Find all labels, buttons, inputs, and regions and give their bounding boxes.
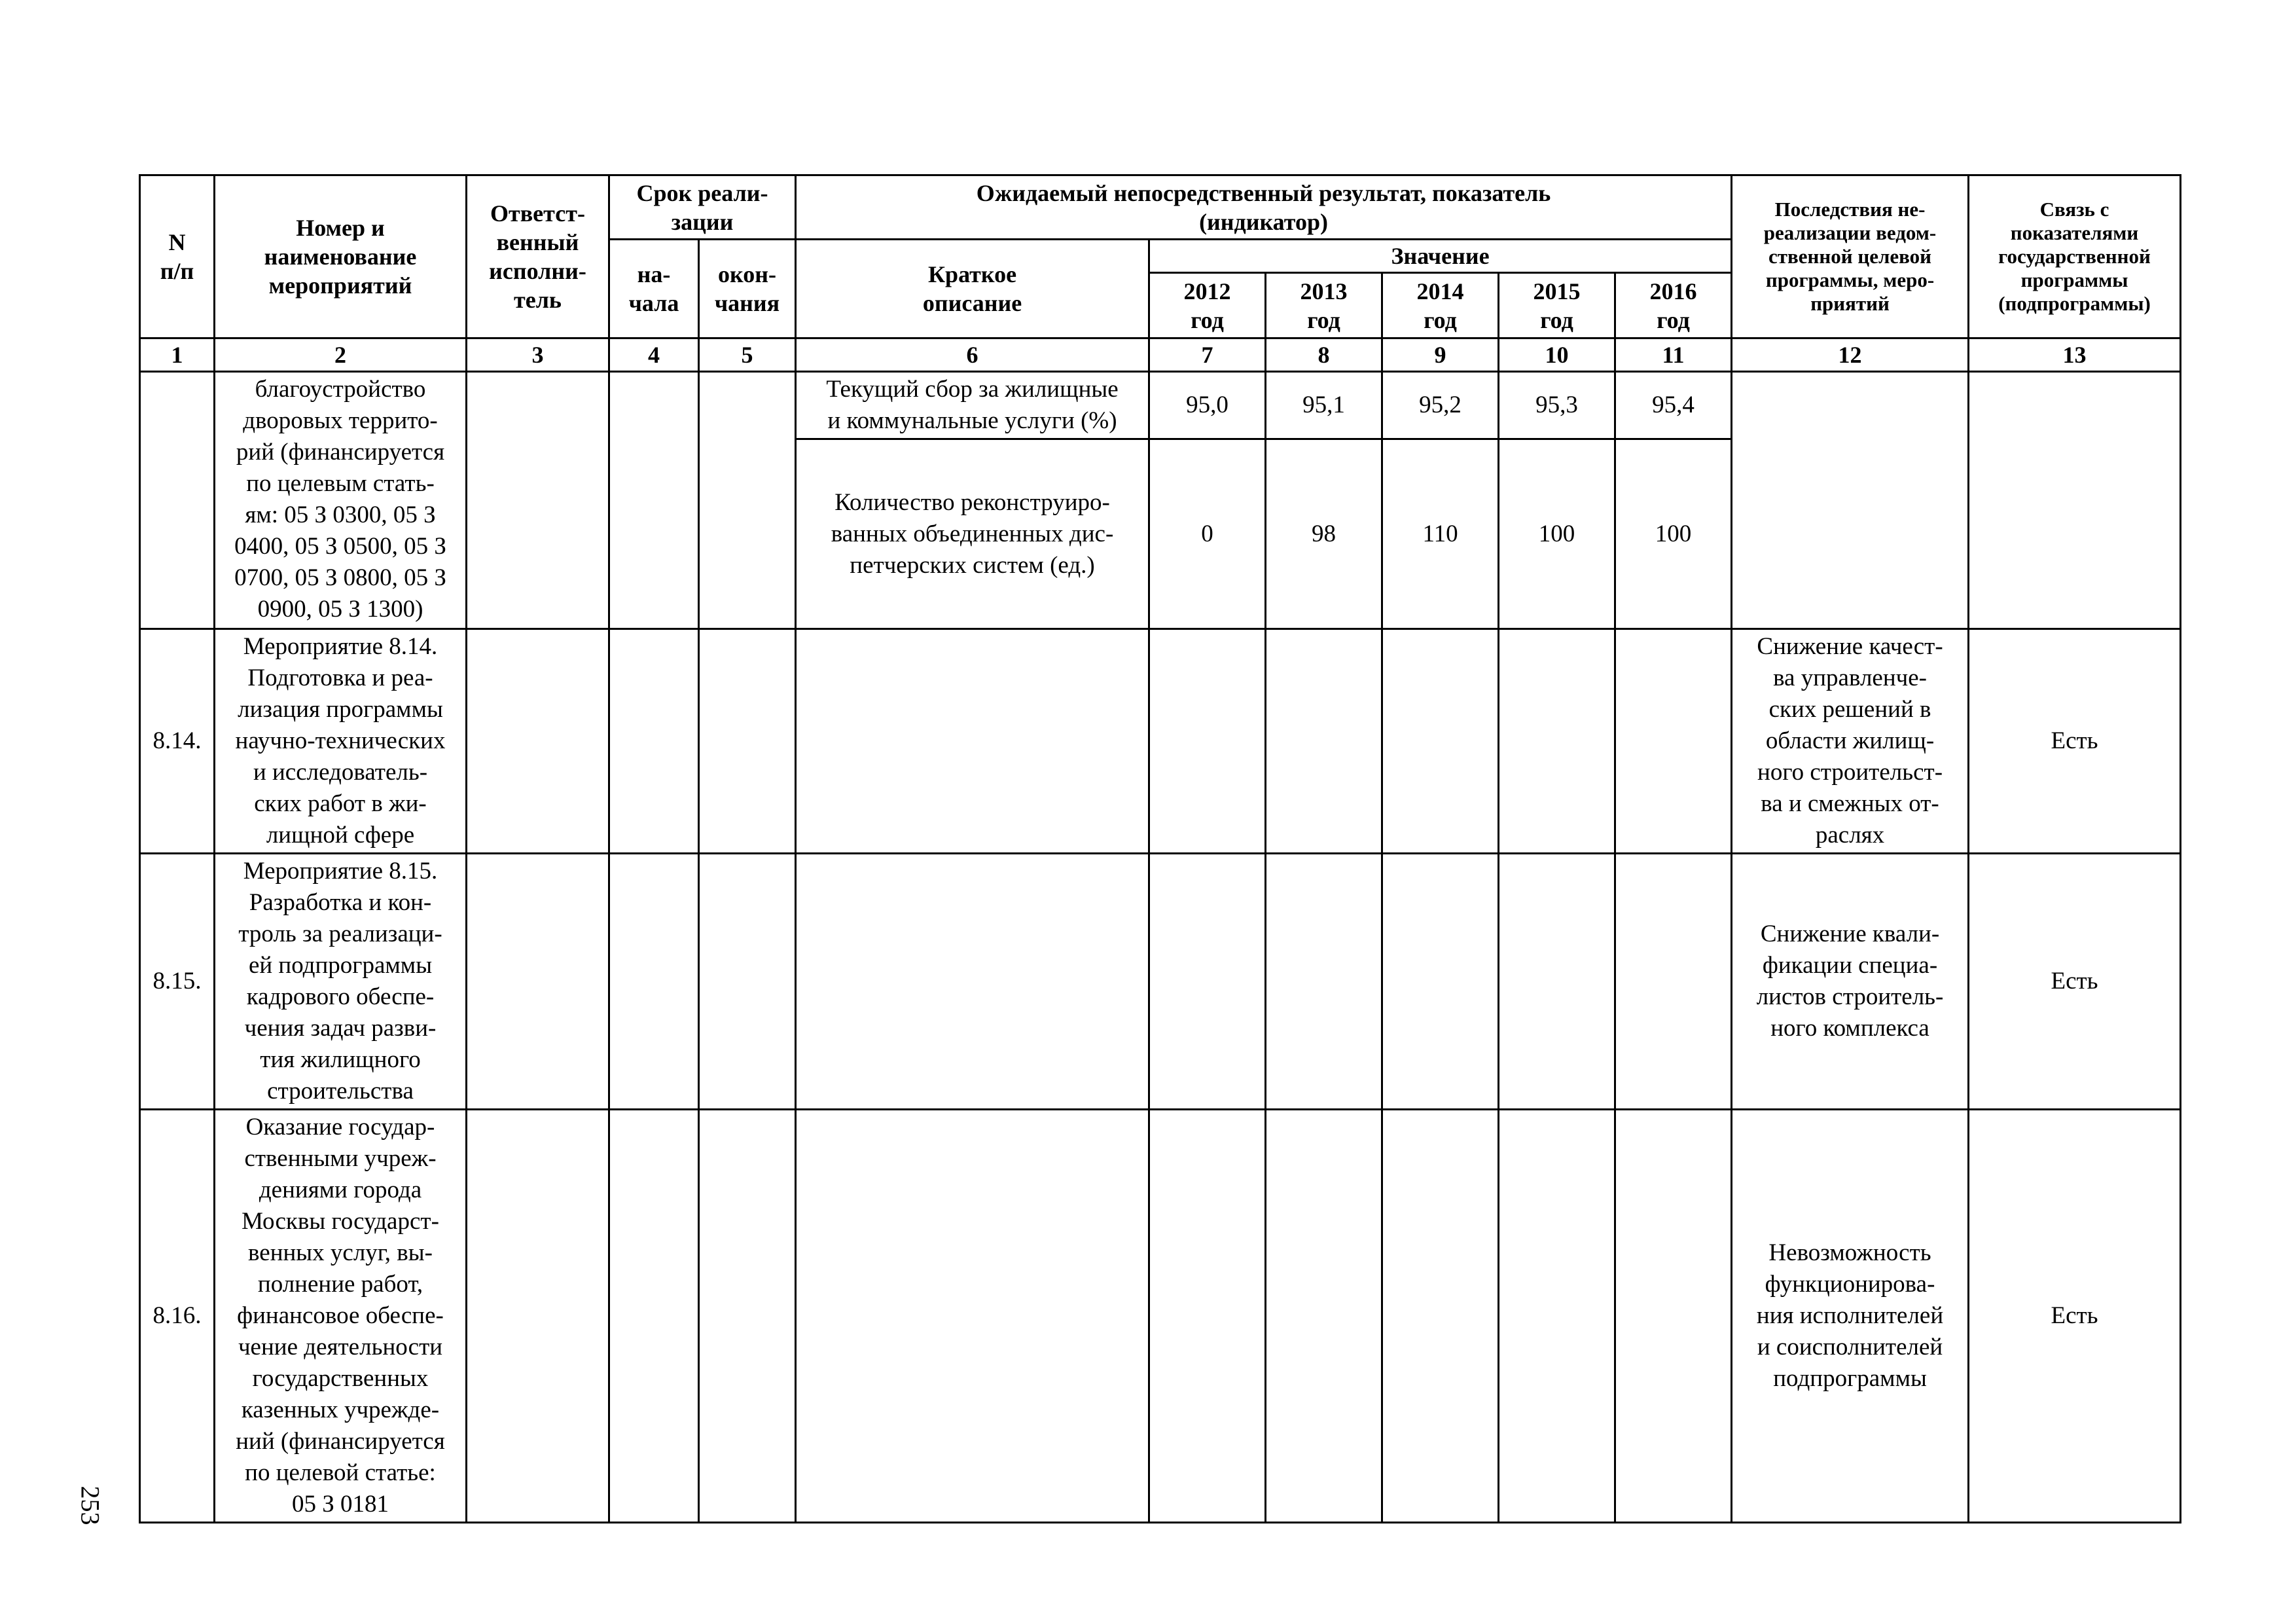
indicator-value xyxy=(1615,629,1732,854)
indicator-description xyxy=(796,629,1149,854)
indicator-value xyxy=(1499,854,1615,1110)
header-activity-name: Номер и наименование мероприятий xyxy=(215,175,467,338)
column-number: 3 xyxy=(467,338,609,372)
header-year: 2012 год xyxy=(1149,273,1266,338)
term-start-cell xyxy=(609,629,699,854)
indicator-value xyxy=(1615,1110,1732,1523)
indicator-value xyxy=(1615,854,1732,1110)
header-expected-result: Ожидаемый непосредственный результат, показатель (индикатор) xyxy=(796,175,1732,240)
indicator-description: Текущий сбор за жилищные и коммунальные услуги (%) xyxy=(796,372,1149,439)
column-number: 6 xyxy=(796,338,1149,372)
header-term-end: окон- чания xyxy=(699,240,796,338)
column-number: 4 xyxy=(609,338,699,372)
column-number: 2 xyxy=(215,338,467,372)
header-term-start: на- чала xyxy=(609,240,699,338)
indicator-value xyxy=(1499,629,1615,854)
responsible-cell xyxy=(467,372,609,629)
link-cell xyxy=(1969,372,2181,629)
indicator-value: 95,4 xyxy=(1615,372,1732,439)
responsible-cell xyxy=(467,1110,609,1523)
indicator-value xyxy=(1266,629,1382,854)
term-start-cell xyxy=(609,854,699,1110)
indicator-value: 100 xyxy=(1615,439,1732,629)
column-number: 7 xyxy=(1149,338,1266,372)
indicator-value: 95,2 xyxy=(1382,372,1499,439)
column-number: 5 xyxy=(699,338,796,372)
activity-name: Оказание государ- ственными учреж- дениями города Москвы государст- венных услуг, вы- полнение работ, финансовое обеспе- чение деятельности государственных казенных учрежде- ний (финансируется по целевой статье: 05 З 0181 xyxy=(215,1110,467,1523)
indicator-value xyxy=(1266,1110,1382,1523)
header-year: 2016 год xyxy=(1615,273,1732,338)
header-year: 2013 год xyxy=(1266,273,1382,338)
header-year: 2014 год xyxy=(1382,273,1499,338)
column-number: 13 xyxy=(1969,338,2181,372)
indicator-value: 110 xyxy=(1382,439,1499,629)
consequences-cell: Снижение качест- ва управленче- ских решений в области жилищ- ного строительст- ва и смежных от- раслях xyxy=(1732,629,1969,854)
table-row xyxy=(140,854,2181,1110)
indicator-value xyxy=(1266,854,1382,1110)
header-consequences: Последствия не- реализации ведом- ственной целевой программы, меро- приятий xyxy=(1732,175,1969,338)
term-end-cell xyxy=(699,854,796,1110)
program-activities-table xyxy=(139,174,2181,1523)
link-cell: Есть xyxy=(1969,854,2181,1110)
activity-name: благоустройство дворовых террито- рий (финансируется по целевым стать- ям: 05 З 0300, 05 З 0400, 05 З 0500, 05 З 0700, 05 З 0800, 05 З 0900, 05 З 1300) xyxy=(215,372,467,629)
column-number: 11 xyxy=(1615,338,1732,372)
column-number: 1 xyxy=(140,338,215,372)
indicator-value xyxy=(1149,629,1266,854)
term-end-cell xyxy=(699,372,796,629)
column-number: 8 xyxy=(1266,338,1382,372)
indicator-description xyxy=(796,854,1149,1110)
indicator-value xyxy=(1382,854,1499,1110)
consequences-cell: Невозможность функционирова- ния исполнителей и соисполнителей подпрограммы xyxy=(1732,1110,1969,1523)
term-end-cell xyxy=(699,1110,796,1523)
table-row xyxy=(140,629,2181,854)
column-number: 10 xyxy=(1499,338,1615,372)
row-number: 8.14. xyxy=(140,629,215,854)
indicator-value: 0 xyxy=(1149,439,1266,629)
header-responsible: Ответст- венный исполни- тель xyxy=(467,175,609,338)
responsible-cell xyxy=(467,854,609,1110)
link-cell: Есть xyxy=(1969,1110,2181,1523)
header-term: Срок реали- зации xyxy=(609,175,796,240)
header-description: Краткое описание xyxy=(796,240,1149,338)
header-value: Значение xyxy=(1149,240,1732,273)
indicator-value xyxy=(1149,1110,1266,1523)
indicator-value xyxy=(1382,629,1499,854)
header-state-program-link: Связь с показателями государственной программы (подпрограммы) xyxy=(1969,175,2181,338)
term-start-cell xyxy=(609,1110,699,1523)
responsible-cell xyxy=(467,629,609,854)
header-number: N п/п xyxy=(140,175,215,338)
activity-name: Мероприятие 8.15. Разработка и кон- троль за реализаци- ей подпрограммы кадрового обеспе- чения задач разви- тия жилищного строительства xyxy=(215,854,467,1110)
row-number: 8.15. xyxy=(140,854,215,1110)
row-number xyxy=(140,372,215,629)
term-end-cell xyxy=(699,629,796,854)
consequences-cell xyxy=(1732,372,1969,629)
indicator-description: Количество реконструиро- ванных объединенных дис- петчерских систем (ед.) xyxy=(796,439,1149,629)
activity-name: Мероприятие 8.14. Подготовка и реа- лизация программы научно-технических и исследователь- ских работ в жи- лищной сфере xyxy=(215,629,467,854)
term-start-cell xyxy=(609,372,699,629)
consequences-cell: Снижение квали- фикации специа- листов строитель- ного комплекса xyxy=(1732,854,1969,1110)
indicator-description xyxy=(796,1110,1149,1523)
indicator-value: 95,1 xyxy=(1266,372,1382,439)
indicator-value: 100 xyxy=(1499,439,1615,629)
indicator-value xyxy=(1382,1110,1499,1523)
indicator-value: 98 xyxy=(1266,439,1382,629)
column-number: 12 xyxy=(1732,338,1969,372)
indicator-value: 95,3 xyxy=(1499,372,1615,439)
link-cell: Есть xyxy=(1969,629,2181,854)
page-number: 253 xyxy=(75,1486,105,1525)
table-row xyxy=(140,1110,2181,1523)
indicator-value xyxy=(1499,1110,1615,1523)
indicator-value: 95,0 xyxy=(1149,372,1266,439)
row-number: 8.16. xyxy=(140,1110,215,1523)
column-number: 9 xyxy=(1382,338,1499,372)
indicator-value xyxy=(1149,854,1266,1110)
header-year: 2015 год xyxy=(1499,273,1615,338)
